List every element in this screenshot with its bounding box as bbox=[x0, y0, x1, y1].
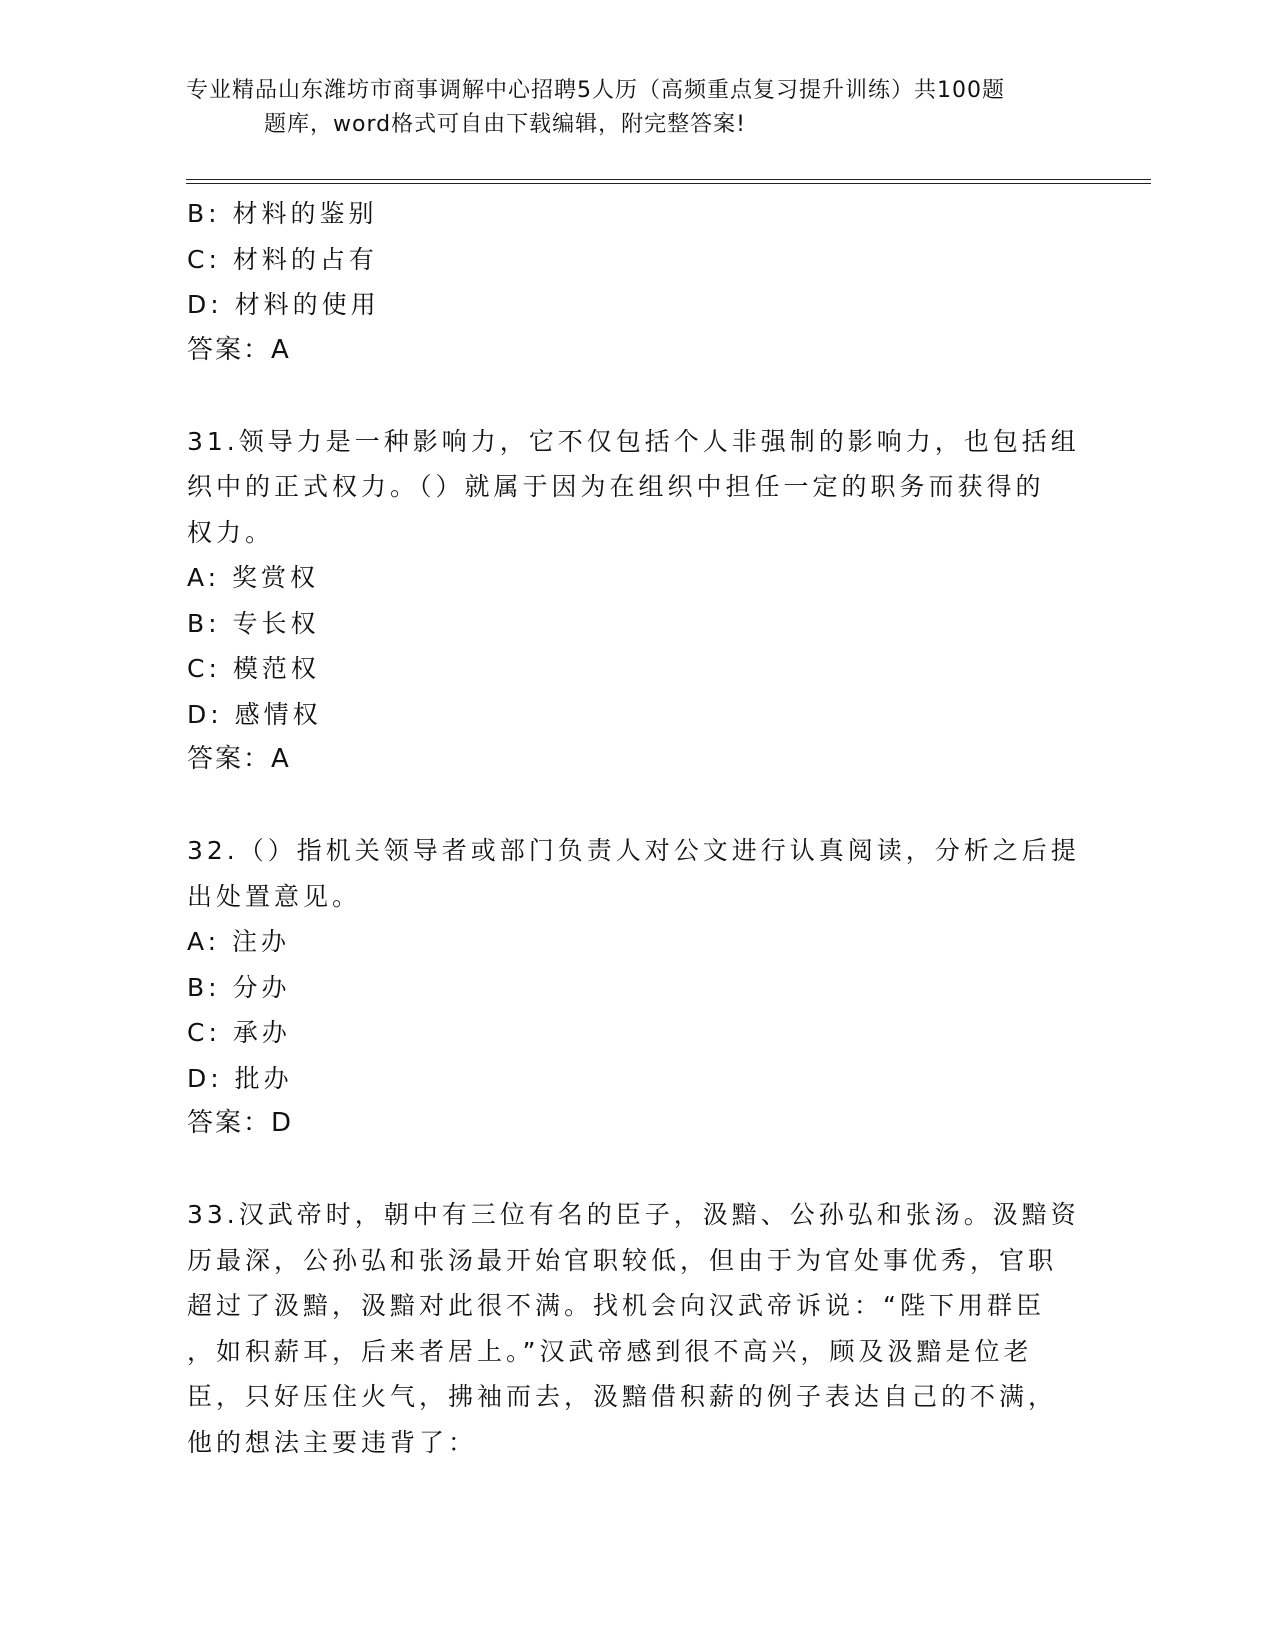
question-stem-line: 他的想法主要违背了： bbox=[187, 1427, 478, 1457]
question-block-33 bbox=[187, 1192, 1087, 1465]
header-divider-bottom bbox=[186, 183, 1151, 184]
question-stem-line: 臣，只好压住火气，拂袖而去，汲黯借积薪的例子表达自己的不满， bbox=[187, 1382, 1058, 1411]
answer-label: 答案： bbox=[187, 744, 272, 774]
question-stem-line: 织中的正式权力。（）就属于因为在组织中担任一定的职务而获得的 bbox=[187, 472, 1045, 501]
option-d: D: 批办 bbox=[187, 1063, 293, 1093]
question-block-continued bbox=[187, 191, 1087, 373]
option-b: B: 专长权 bbox=[187, 608, 320, 638]
spacer bbox=[187, 373, 1087, 419]
option-b: B: 分办 bbox=[187, 972, 291, 1002]
header-divider-top bbox=[186, 179, 1151, 180]
option-b: B: 材料的鉴别 bbox=[187, 199, 378, 228]
option-d: D: 感情权 bbox=[187, 699, 322, 729]
question-stem-line: 权力。 bbox=[187, 517, 275, 547]
answer-value: A bbox=[271, 744, 289, 774]
document-body bbox=[187, 191, 1087, 1465]
answer-value: A bbox=[271, 334, 289, 365]
question-block-31 bbox=[187, 419, 1087, 783]
spacer bbox=[187, 1147, 1087, 1193]
question-stem-line: 超过了汲黯，汲黯对此很不满。找机会向汉武帝诉说：“陛下用群臣 bbox=[187, 1291, 1045, 1320]
answer-value: D bbox=[271, 1108, 292, 1138]
question-stem-line: 31.领导力是一种影响力，它不仅包括个人非强制的影响力，也包括组 bbox=[187, 426, 1080, 456]
option-a: A: 注办 bbox=[187, 927, 291, 956]
answer-line bbox=[187, 737, 1087, 783]
option-c: C: 模范权 bbox=[187, 654, 320, 683]
answer-line bbox=[187, 328, 1087, 374]
answer-label: 答案： bbox=[187, 1108, 272, 1138]
question-stem-line: 出处置意见。 bbox=[187, 881, 362, 911]
document-title-line-1: 专业精品山东潍坊市商事调解中心招聘5人历（高频重点复习提升训练）共100题 bbox=[186, 78, 1005, 103]
question-stem-line: 32.（）指机关领导者或部门负责人对公文进行认真阅读，分析之后提 bbox=[187, 836, 1080, 865]
question-block-32 bbox=[187, 828, 1087, 1147]
document-title-line-2: 题库，word格式可自由下载编辑，附完整答案! bbox=[264, 112, 746, 137]
option-d: D: 材料的使用 bbox=[187, 290, 380, 319]
document-header bbox=[186, 74, 1086, 142]
question-stem-line: 历最深，公孙弘和张汤最开始官职较低，但由于为官处事优秀，官职 bbox=[187, 1245, 1058, 1275]
option-a: A: 奖赏权 bbox=[187, 563, 320, 592]
option-c: C: 材料的占有 bbox=[187, 244, 378, 274]
question-stem-line: ，如积薪耳，后来者居上。”汉武帝感到很不高兴，顾及汲黯是位老 bbox=[187, 1336, 1033, 1366]
option-c: C: 承办 bbox=[187, 1018, 291, 1047]
answer-label: 答案： bbox=[187, 334, 272, 365]
question-stem-line: 33.汉武帝时，朝中有三位有名的臣子，汲黯、公孙弘和张汤。汲黯资 bbox=[187, 1200, 1080, 1229]
answer-line bbox=[187, 1101, 1087, 1147]
spacer bbox=[187, 783, 1087, 829]
